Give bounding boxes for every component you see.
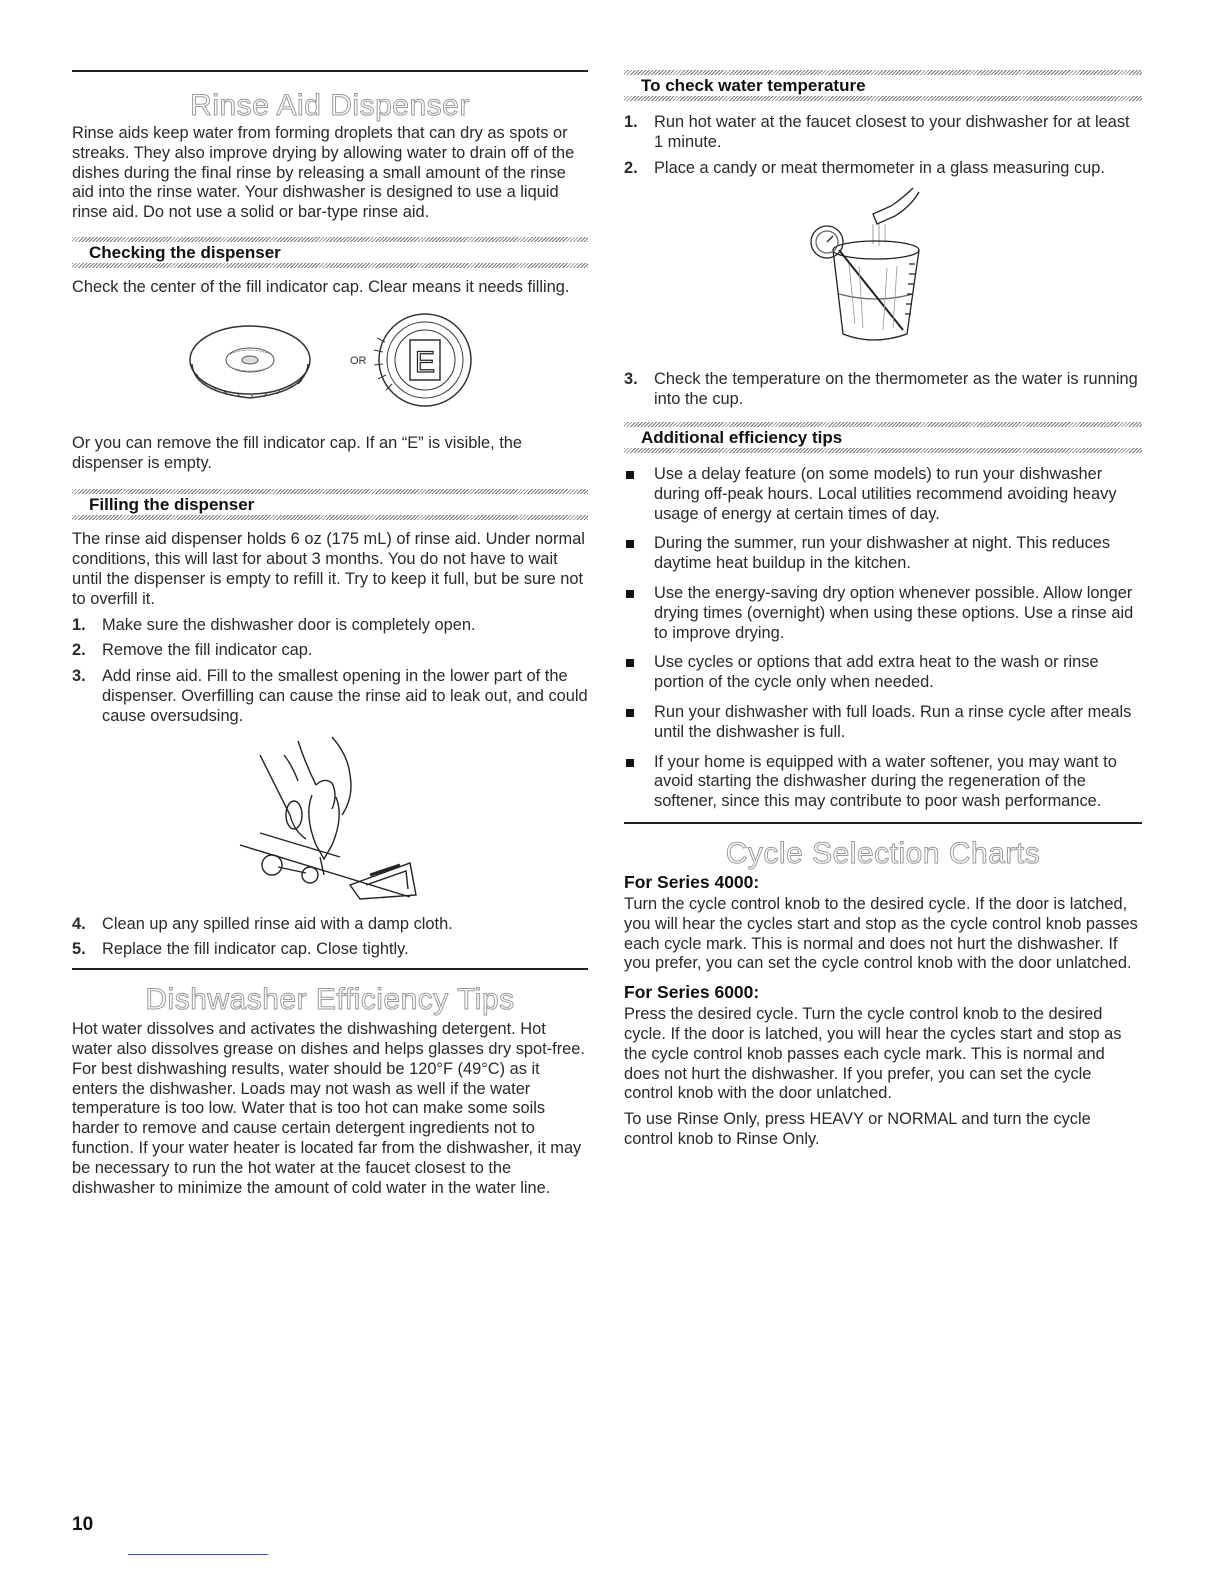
- list-item: 2. Remove the fill indicator cap.: [72, 641, 313, 660]
- bullet-icon: [626, 471, 634, 479]
- thermometer-figure: [624, 184, 1142, 356]
- series-6000-text: Press the desired cycle. Turn the cycle control knob to the desired cycle. If the door is latched, you will hear the cycles start and stop as the cycle control knob passes each cycle mark. This is normal and does not hurt the dishwasher. If you prefer, you can set the cycle control knob with the door unlatched.: [624, 1005, 1122, 1103]
- list-item: Use the energy-saving dry option whenever possible. Allow longer drying times (overnight) when using these options. Use a rinse aid to improve drying.: [624, 584, 1142, 643]
- thermometer-cup-illustration: [803, 184, 963, 356]
- bullet-icon: [626, 590, 634, 598]
- left-column: [72, 70, 588, 1198]
- list-item: 1. Run hot water at the faucet closest to your dishwasher for at least 1 minute.: [624, 113, 1130, 151]
- rinse-aid-title: Rinse Aid Dispenser: [190, 89, 470, 122]
- bullet-icon: [626, 659, 634, 667]
- series-4000-text: Turn the cycle control knob to the desired cycle. If the door is latched, you will hear the cycles start and stop as the cycle control knob passes each cycle mark. This is normal and does not hurt the dishwasher. If you prefer, you can set the cycle control knob with the door unlatched.: [624, 894, 1138, 973]
- rinse-only-text: To use Rinse Only, press HEAVY or NORMAL and turn the cycle control knob to Rinse Only.: [624, 1110, 1091, 1148]
- adding-rinse-aid-figure: [72, 735, 588, 905]
- series-6000-heading: For Series 6000:: [624, 982, 760, 1003]
- fill-cap-closed-icon: [190, 326, 310, 398]
- cycle-selection-title: Cycle Selection Charts: [725, 836, 1041, 870]
- filling-steps-list-continued: [72, 915, 588, 961]
- right-column: [624, 70, 1142, 1150]
- list-item: 5. Replace the fill indicator cap. Close tightly.: [72, 940, 409, 959]
- list-item: 1. Make sure the dishwasher door is completely open.: [72, 615, 476, 634]
- list-item: 4. Clean up any spilled rinse aid with a damp cloth.: [72, 914, 453, 933]
- list-item: 3. Check the temperature on the thermometer as the water is running into the cup.: [624, 370, 1138, 409]
- section-rule: [72, 968, 588, 970]
- page-number: 10: [72, 1514, 94, 1535]
- list-item: Use cycles or options that add extra heat to the wash or rinse portion of the cycle only when needed.: [624, 653, 1142, 693]
- series-4000-heading: For Series 4000:: [624, 871, 760, 892]
- water-temperature-heading: To check water temperature: [624, 70, 1142, 101]
- list-item: 3. Add rinse aid. Fill to the smallest opening in the lower part of the dispenser. Overfilling can cause the rinse aid to leak out, and could cause oversudsing.: [72, 667, 588, 725]
- list-item: 2. Place a candy or meat thermometer in a glass measuring cup.: [624, 158, 1105, 177]
- temperature-steps-list: [624, 113, 1142, 178]
- e-indicator-label: E: [414, 345, 436, 379]
- list-item: If your home is equipped with a water softener, you may want to avoid starting the dishwasher during the regeneration of the softener, since this may contribute to poor wash performance.: [624, 753, 1142, 812]
- adding-rinse-aid-illustration: [220, 735, 440, 905]
- section-rule: [624, 822, 1142, 824]
- filling-heading: Filling the dispenser: [72, 489, 588, 520]
- or-label: OR: [350, 354, 367, 367]
- fill-cap-illustration: [180, 312, 480, 422]
- rinse-aid-intro: Rinse aids keep water from forming droplets that can dry as spots or streaks. They also improve drying by allowing water to drain off of the dishes during the final rinse by releasing a small amount of the rinse aid into the rinse water. Your dishwasher is designed to use a liquid rinse aid. Do not use a solid or bar-type rinse aid.: [72, 124, 575, 222]
- filling-steps-list: [72, 616, 588, 727]
- list-item: Use a delay feature (on some models) to run your dishwasher during off-peak hours. Local utilities recommend avoiding heavy usage of energy at certain times of day.: [624, 465, 1142, 524]
- remove-cap-text: Or you can remove the fill indicator cap. If an “E” is visible, the dispenser is empty.: [72, 433, 523, 472]
- efficiency-text: Hot water dissolves and activates the dishwashing detergent. Hot water also dissolves grease on dishes and helps glasses dry spot-free. For best dishwashing results, water should be 120°F (49°C) as it enters the dishwasher. Loads may not wash as well if the water temperature is too low. Water that is too hot can make some soils harder to remove and cause certain detergent ingredients not to function. If your water heater is located far from the dishwasher, it may be necessary to run the hot water at the faucet closest to the dishwasher to minimize the amount of cold water in the water line.: [72, 1020, 585, 1197]
- filling-text: The rinse aid dispenser holds 6 oz (175 mL) of rinse aid. Under normal conditions, this will last for about 3 months. You do not have to wait until the dispenser is empty to refill it. Try to keep it full, but be sure not to overfill it.: [72, 530, 585, 608]
- efficiency-tips-title: Dishwasher Efficiency Tips: [145, 983, 515, 1017]
- footer-link-line: [128, 1554, 268, 1555]
- section-rule: [72, 70, 588, 72]
- list-item: During the summer, run your dishwasher at night. This reduces daytime heat buildup in the kitchen.: [624, 534, 1142, 574]
- fill-cap-figure: [72, 312, 588, 422]
- checking-heading: Checking the dispenser: [72, 237, 588, 268]
- bullet-icon: [626, 759, 634, 767]
- bullet-icon: [626, 709, 634, 717]
- fill-cap-empty-icon: [374, 314, 471, 406]
- bullet-icon: [626, 540, 634, 548]
- efficiency-tips-list: [624, 465, 1142, 812]
- checking-text: Check the center of the fill indicator cap. Clear means it needs filling.: [72, 277, 570, 296]
- additional-tips-heading: Additional efficiency tips: [624, 422, 1142, 453]
- temperature-steps-list-continued: [624, 370, 1142, 410]
- list-item: Run your dishwasher with full loads. Run a rinse cycle after meals until the dishwasher is full.: [624, 703, 1142, 743]
